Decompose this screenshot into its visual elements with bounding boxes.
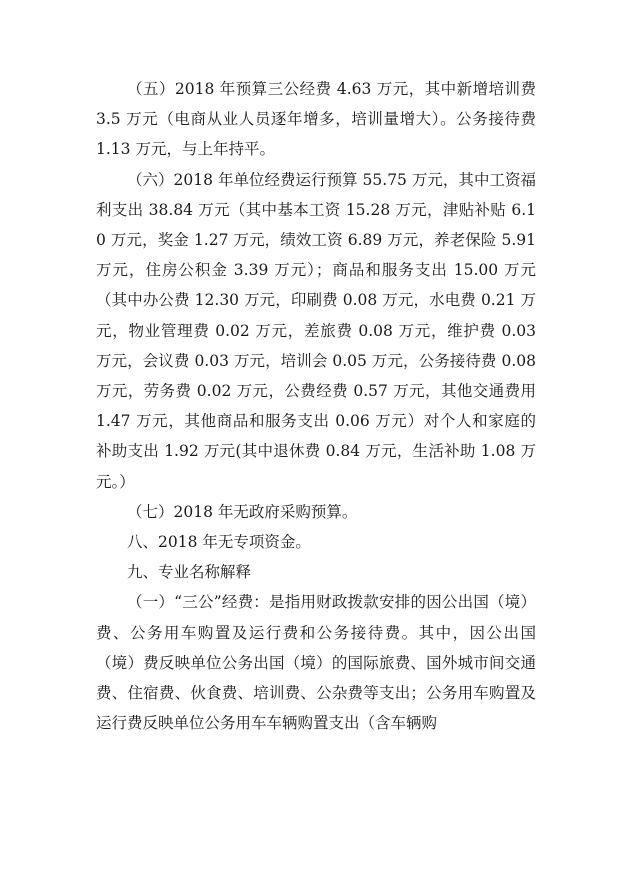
paragraph-three-public-definition: （一）“三公”经费：是指用财政拨款安排的因公出国（境）费、公务用车购置及运行费和公务接待费。其中，因公出国（境）费反映单位公务出国（境）的国际旅费、国外城市间交通费、住宿费、伙食费、培训费、公杂费等支出；公务用车购置及运行费反映单位公务用车车辆购置支出（含车辆购 bbox=[96, 593, 536, 733]
section-terminology-heading: 九、专业名称解释 bbox=[127, 563, 252, 582]
paragraph-operating-budget: （六）2018 年单位经费运行预算 55.75 万元，其中工资福利支出 38.84 万元（其中基本工资 15.28 万元，津贴补贴 6.10 万元，奖金 1.27 万元，绩效工资 6.89 万元，养老保险 5.91 万元，住房公积金 3.39 万元）；商品和服务支出 15.00 万元（其中办公费 12.30 万元，印刷费 0.08 万元，水电费 0.21 万元，物业管理费 0.02 万元，差旅费 0.08 万元，维护费 0.03 万元，会议费 0.03 万元，培训会 0.05 万元，公务接待费 0.08 万元，劳务费 0.02 万元，公费经费 0.57 万元，其他交通费用 1.47 万元，其他商品和服务支出 0.06 万元）对个人和家庭的补助支出 1.92 万元(其中退休费 0.84 万元，生活补助 1.08 万元。） bbox=[96, 170, 536, 491]
paragraph-procurement: （七）2018 年无政府采购预算。 bbox=[127, 502, 358, 521]
paragraph-three-public-budget: （五）2018 年预算三公经费 4.63 万元，其中新增培训费 3.5 万元（电商从业人员逐年增多，培训量增大）。公务接待费 1.13 万元，与上年持平。 bbox=[96, 80, 536, 159]
section-special-funds: 八、2018 年无专项资金。 bbox=[127, 533, 311, 552]
document-body bbox=[96, 74, 536, 738]
